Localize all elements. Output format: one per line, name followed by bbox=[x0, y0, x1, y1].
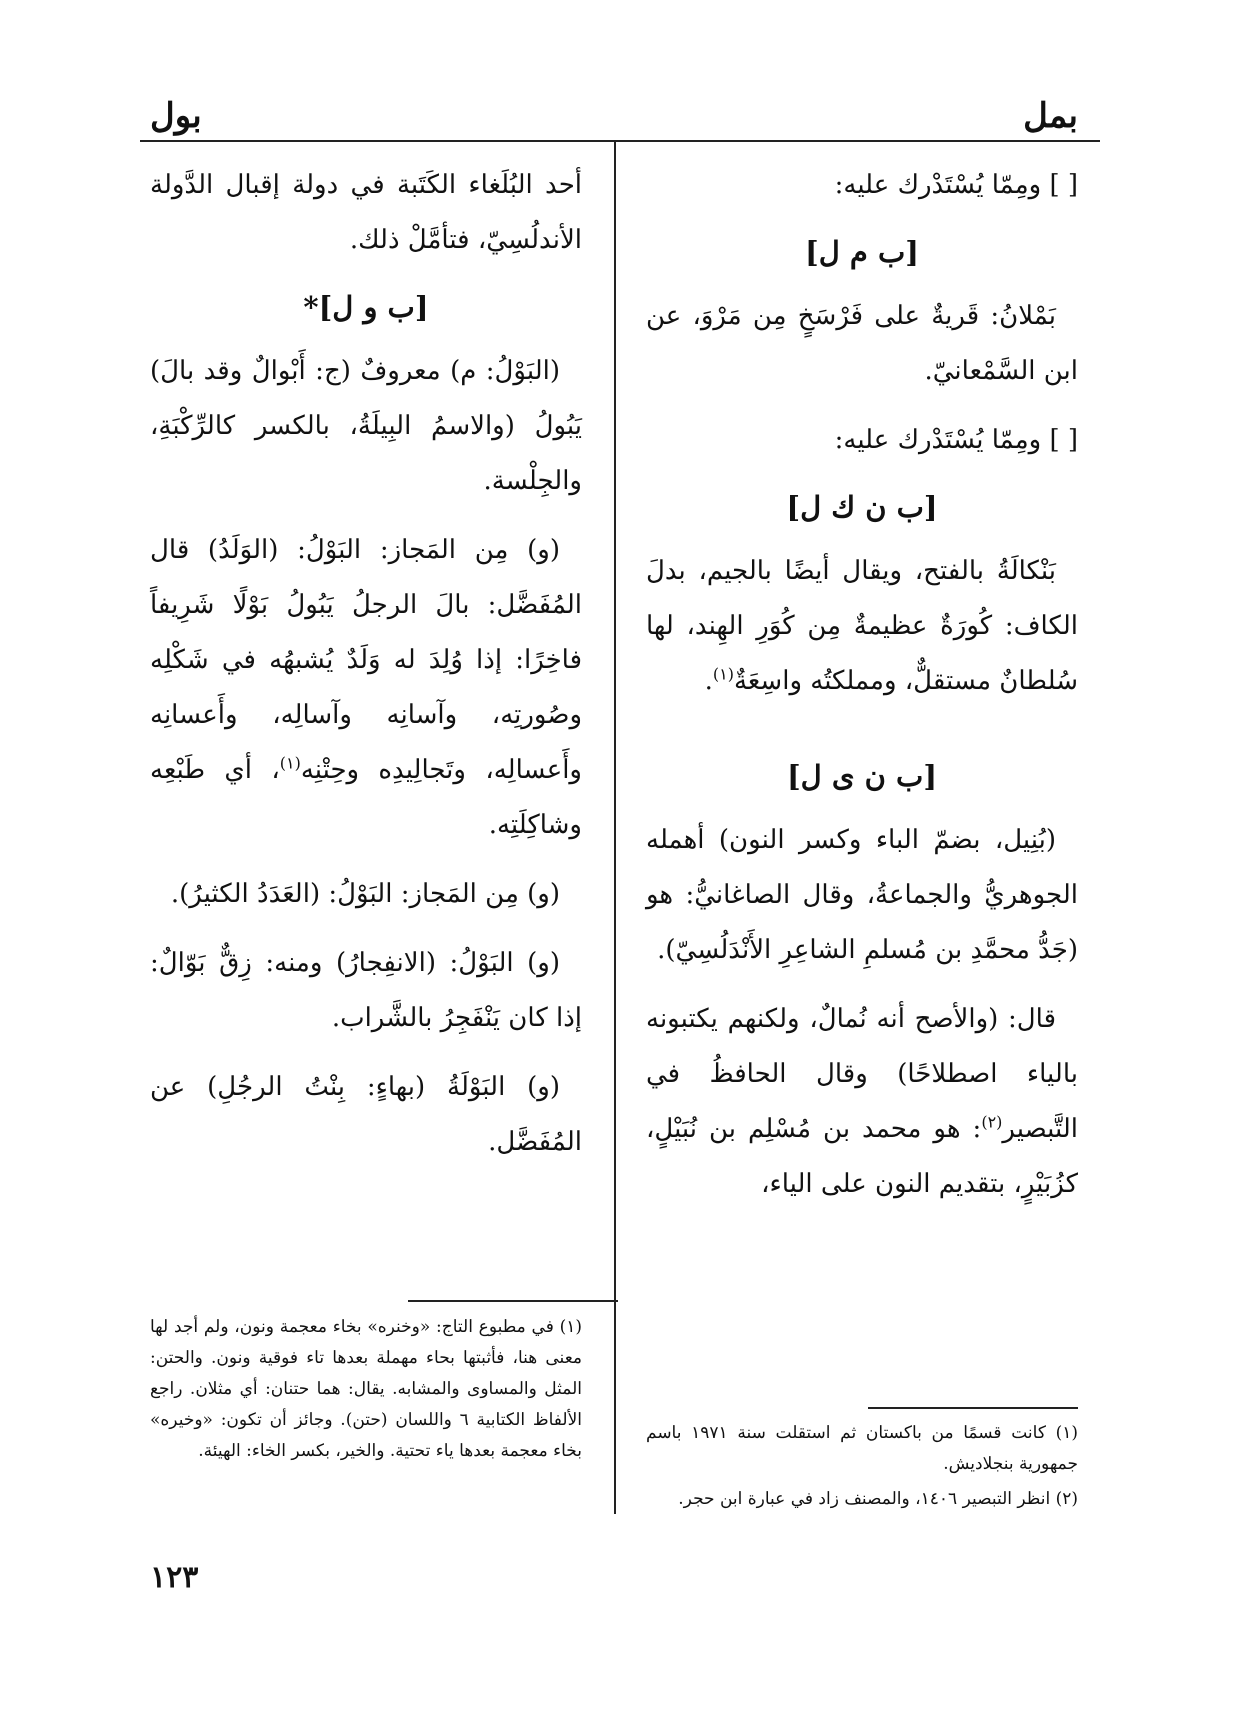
paragraph: [ ] ومِمّا يُسْتَدْرك عليه: bbox=[834, 425, 1078, 455]
paragraph bbox=[150, 523, 582, 853]
footnote: (١) في مطبوع التاج: «وخنره» بخاء معجمة ونون، ولم أجد لها معنى هنا، فأثبتها بحاء مهملة بعدها تاء فوقية ونون. والحتن: المثل والمساوى والمشابه. يقال: هما حتنان: أي مثلان. راجع الألفاظ الكتابية ٦ واللسان (حتن). وجائز أن تكون: «وخيره» بخاء معجمة بعدها ياء تحتية. والخير، بكسر الخاء: الهيئة. bbox=[150, 1317, 582, 1461]
footnotes-right bbox=[646, 1418, 1078, 1519]
footnote: (٢) انظر التبصير ١٤٠٦، والمصنف زاد في عبارة ابن حجر. bbox=[678, 1489, 1078, 1509]
page-number: ١٢٣ bbox=[150, 1560, 199, 1595]
footnote-rule bbox=[408, 1300, 618, 1302]
footnote-ref: (١) bbox=[279, 753, 301, 773]
paragraph: (و) مِن المَجاز: البَوْلُ: (العَدَدُ الكثيرُ). bbox=[170, 879, 560, 909]
paragraph bbox=[646, 992, 1078, 1212]
footnote-rule bbox=[868, 1407, 1078, 1409]
paragraph-text: . bbox=[704, 666, 713, 696]
paragraph-text: بَنْكالَةُ بالفتح، ويقال أيضًا بالجيم، بدلَ الكاف: كُورَةٌ عظيمةٌ مِن كُوَرِ الهِند، لها سُلطانٌ مستقلٌّ، ومملكتُه واسِعَةٌ bbox=[646, 556, 1078, 696]
paragraph: أحد البُلَغاء الكَتَبة في دولة إقبال الدَّولة الأندلُسِيّ، فتأمَّلْ ذلك. bbox=[150, 170, 582, 255]
paragraph: (البَوْلُ: م) معروفٌ (ج: أَبْوالٌ وقد بالَ) يَبُولُ (والاسمُ البِيلَةُ، بالكسر كالرِّكْبَةِ، والجِلْسة. bbox=[150, 356, 582, 496]
header-right-word: بمل bbox=[1023, 96, 1078, 136]
entry-heading: [ب ن ى ل] bbox=[786, 759, 938, 793]
paragraph: بَمْلانُ: قَريةٌ على فَرْسَخٍ مِن مَرْوَ، عن ابن السَّمْعانيّ. bbox=[646, 301, 1078, 386]
paragraph-text: قال: (والأصح أنه نُمالٌ، ولكنهم يكتبونه بالياء اصطلاحًا) وقال الحافظُ في التَّبصير bbox=[646, 1004, 1078, 1144]
footnote-ref: (٢) bbox=[981, 1112, 1003, 1132]
paragraph-text: (و) مِن المَجاز: البَوْلُ: (الوَلَدُ) قال المُفَضَّل: بالَ الرجلُ يَبُولُ بَوْلًا شَرِيفاً فاخِرًا: إذا وُلِدَ له وَلَدٌ يُشبهُه في شَكْلِه وصُورتِه، وآسانِه وآسالِه، وأَعسانِه وأَعسالِه، وتَجالِيدِه وحِتْنِه bbox=[150, 535, 582, 785]
column-separator bbox=[614, 142, 616, 1514]
paragraph-text: : هو محمد بن مُسْلِم بن نُبَيْلٍ، كزُبَيْرٍ، بتقديم النون على الياء، bbox=[646, 1114, 1078, 1199]
header-left-word: بول bbox=[150, 96, 202, 136]
footnote: (١) كانت قسمًا من باكستان ثم استقلت سنة ١٩٧١ باسم جمهورية بنجلاديش. bbox=[646, 1423, 1078, 1474]
right-column bbox=[646, 158, 1078, 1226]
header-rule bbox=[140, 140, 1100, 142]
paragraph: (و) البَوْلُ: (الانفِجارُ) ومنه: زِقٌّ بَوّالٌ: إذا كان يَنْفَجِرُ بالشَّراب. bbox=[150, 948, 582, 1033]
paragraph: (و) البَوْلَةُ (بهاءٍ: بِنْتُ الرجُلِ) عن المُفَضَّل. bbox=[150, 1072, 582, 1157]
entry-heading: [ب و ل]* bbox=[303, 290, 429, 324]
left-column bbox=[150, 158, 582, 1184]
paragraph bbox=[646, 544, 1078, 709]
footnotes-left bbox=[150, 1312, 582, 1471]
entry-heading: [ب م ل] bbox=[805, 235, 919, 269]
entry-heading: [ب ن ك ل] bbox=[786, 490, 938, 524]
paragraph-text: ، أي طَبْعِه وشاكِلَتِه. bbox=[150, 755, 582, 840]
footnote-ref: (١) bbox=[712, 664, 734, 684]
paragraph: (بُنِيل، بضمّ الباء وكسر النون) أهمله الجوهريُّ والجماعةُ، وقال الصاغانيُّ: هو (جَدُّ محمَّدِ بن مُسلمِ الشاعِرِ الأَنْدَلُسِيّ). bbox=[646, 825, 1078, 965]
paragraph: [ ] ومِمّا يُسْتَدْرك عليه: bbox=[834, 170, 1078, 200]
